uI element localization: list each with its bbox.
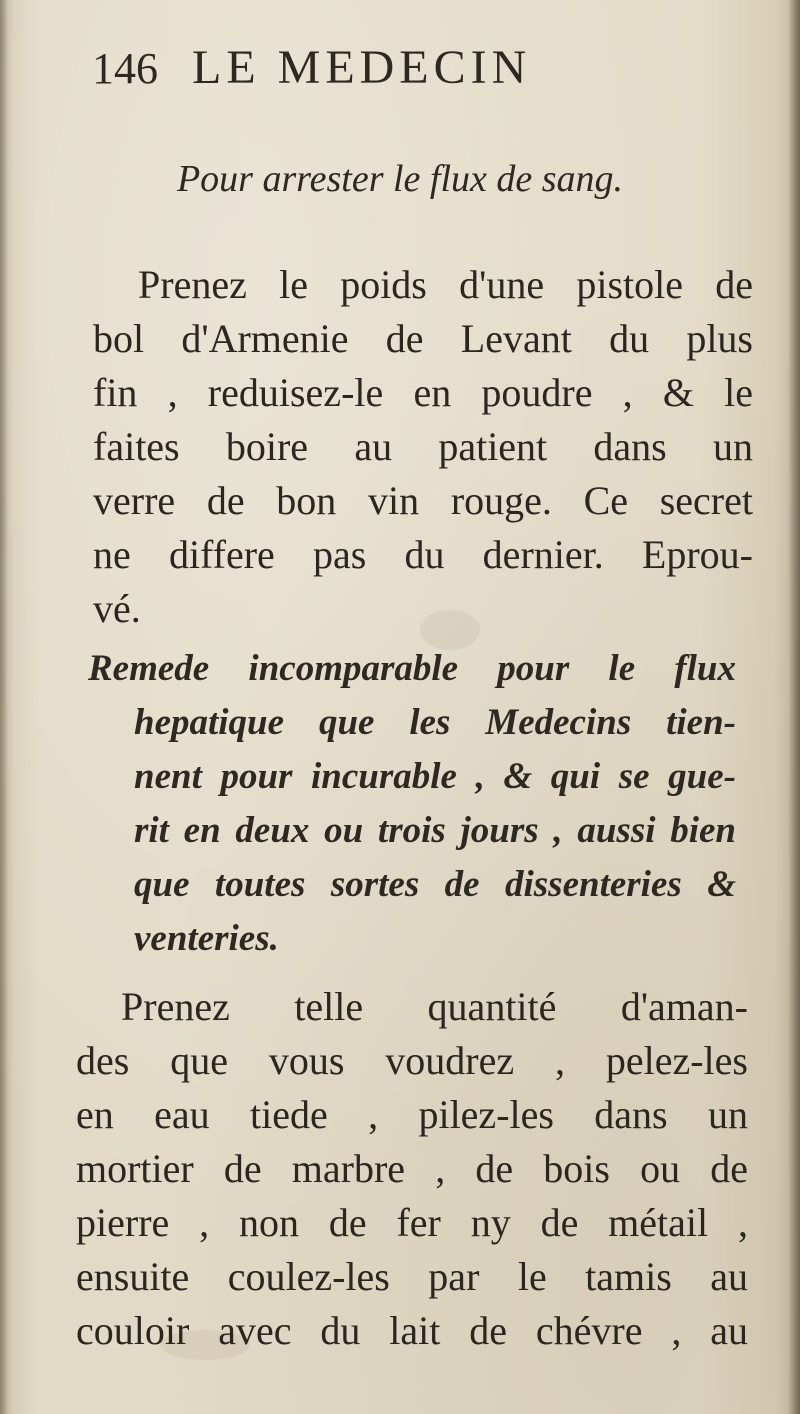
heading-line: venteries. <box>134 918 279 959</box>
text-line: en eau tiede , pilez-les dans un <box>76 1092 748 1137</box>
page-left-edge-shadow <box>0 0 8 1414</box>
section-heading: Pour arrester le flux de sang. <box>176 158 624 200</box>
heading-line: Remede incomparable pour le flux <box>88 648 736 689</box>
text-line: couloir avec du lait de chévre , au <box>76 1308 748 1353</box>
text-line: Prenez telle quantité d'aman- <box>121 984 748 1029</box>
text-line: mortier de marbre , de bois ou de <box>76 1146 748 1191</box>
recipe-paragraph <box>76 980 748 1358</box>
recipe-paragraph <box>93 258 753 636</box>
page-number: 146 <box>92 44 158 93</box>
text-line: bol d'Armenie de Levant du plus <box>93 316 753 361</box>
heading-line: hepatique que les Medecins tien- <box>134 702 736 743</box>
text-line: verre de bon vin rouge. Ce secret <box>93 478 753 523</box>
text-line: ne differe pas du dernier. Eprou- <box>93 532 753 577</box>
text-line: fin , reduisez-le en poudre , & le <box>93 370 753 415</box>
text-line: faites boire au patient dans un <box>93 424 753 469</box>
running-title: LE MEDECIN <box>192 41 532 94</box>
text-line: Prenez le poids d'une pistole de <box>138 262 753 307</box>
running-head <box>92 40 712 110</box>
remedy-heading <box>88 642 736 966</box>
heading-line: rit en deux ou trois jours , aussi bien <box>134 810 736 851</box>
heading-line: nent pour incurable , & qui se gue- <box>134 756 736 797</box>
text-line: des que vous voudrez , pelez-les <box>76 1038 748 1083</box>
page-right-edge-shadow <box>788 0 800 1414</box>
text-line: pierre , non de fer ny de métail , <box>76 1200 748 1245</box>
text-line: ensuite coulez-les par le tamis au <box>76 1254 748 1299</box>
text-line: vé. <box>93 586 141 631</box>
heading-line: que toutes sortes de dissenteries & <box>134 864 736 905</box>
